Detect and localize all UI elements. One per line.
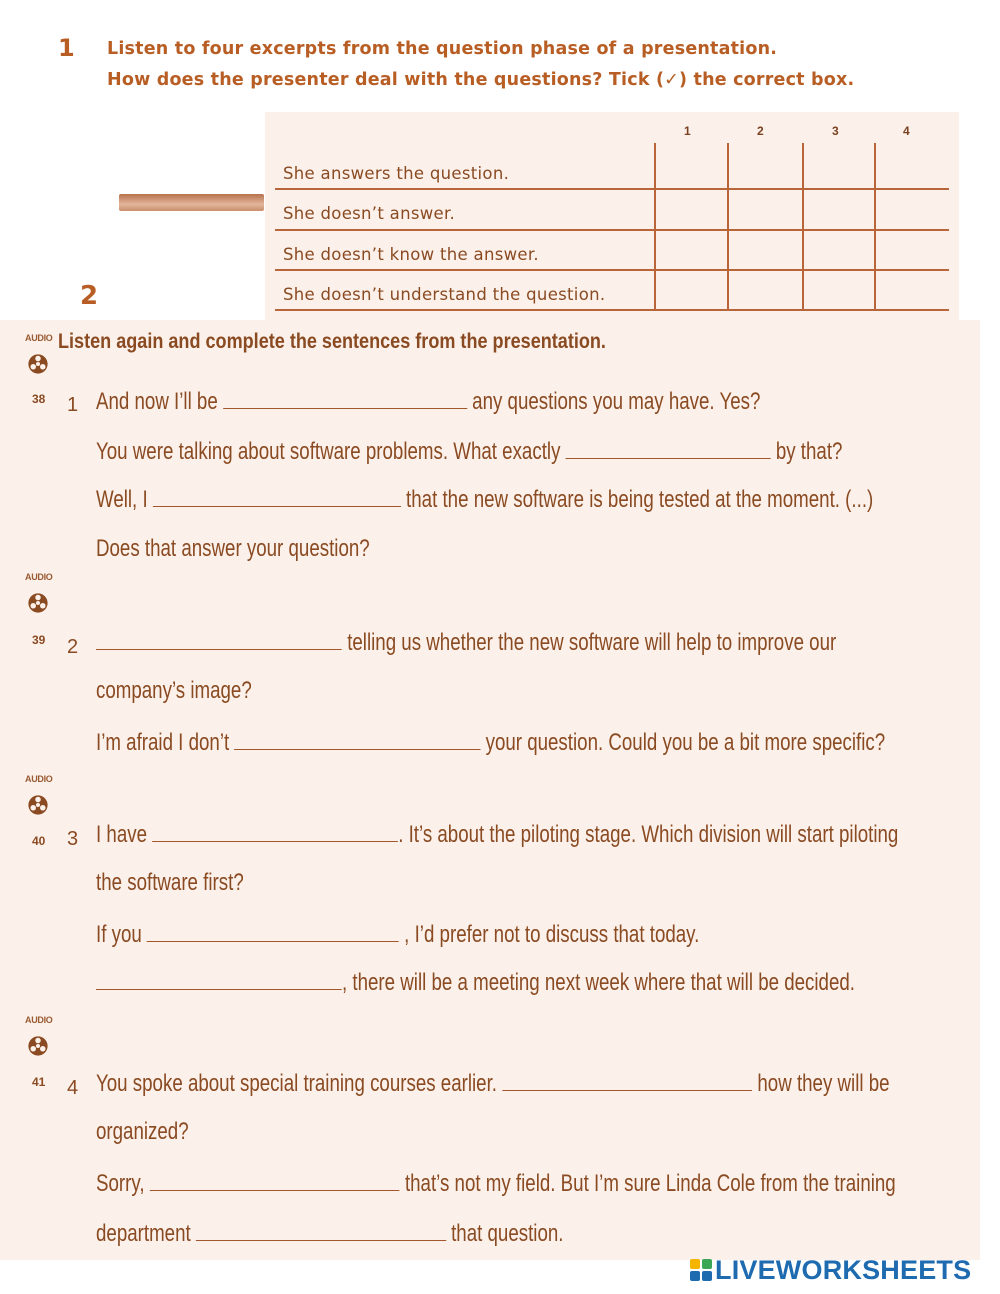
sentence-line [96, 869, 244, 897]
answer-blank-field[interactable] [96, 967, 342, 990]
sentence-text: by that? [770, 438, 843, 465]
exercise-2-heading: Listen again and complete the sentences from the presentation. [58, 330, 606, 353]
sentence-line [96, 386, 760, 416]
audio-track-number: 40 [32, 834, 46, 848]
logo-text: LIVEWORKSHEETS [715, 1254, 972, 1285]
sentence-line [96, 967, 855, 997]
liveworksheets-logo-icon [690, 1259, 712, 1281]
tick-box-row2-col4[interactable] [876, 191, 949, 228]
sentence-text: Sorry, [96, 1170, 150, 1197]
sentence-line [96, 436, 842, 466]
table-divider [275, 188, 949, 190]
sentence-text: your question. Could you be a bit more specific? [480, 729, 886, 756]
audio-label: AUDIO [25, 1015, 53, 1025]
audio-label: AUDIO [25, 572, 53, 582]
answer-blank-field[interactable] [196, 1218, 446, 1241]
exercise-2-number: 2 [80, 281, 99, 311]
sentence-text: You were talking about software problems. What exactly [96, 438, 566, 465]
sentence-line [96, 535, 370, 563]
tick-box-row1-col2[interactable] [729, 150, 801, 187]
tick-box-row4-col1[interactable] [656, 271, 726, 308]
sentence-line [96, 919, 699, 949]
answer-blank-field[interactable] [566, 436, 771, 459]
sentence-text: the software first? [96, 869, 244, 896]
sentence-line [96, 1168, 896, 1198]
sentence-line [96, 1218, 564, 1248]
sentence-text: I have [96, 821, 153, 848]
sentence-text: department [96, 1220, 196, 1247]
exercise-1-number: 1 [58, 34, 75, 62]
sentence-text: that the new software is being tested at the moment. (...) [400, 486, 874, 513]
tick-box-row3-col1[interactable] [656, 231, 726, 268]
tick-box-row2-col3[interactable] [804, 191, 873, 228]
sentence-text: I’m afraid I don’t [96, 729, 235, 756]
column-header-1: 1 [684, 124, 691, 138]
audio-track-number: 38 [32, 392, 46, 406]
answer-blank-field[interactable] [502, 1068, 752, 1091]
sentence-text: You spoke about special training courses earlier. [96, 1070, 503, 1097]
sentence-text: organized? [96, 1118, 189, 1145]
sentence-line [96, 1068, 890, 1098]
sentence-text: that question. [445, 1220, 564, 1247]
sentence-text: . It’s about the piloting stage. Which division will start piloting [398, 821, 899, 848]
audio-reel-icon[interactable] [27, 592, 49, 614]
tick-box-row1-col3[interactable] [804, 150, 873, 187]
sentence-text: Well, I [96, 486, 153, 513]
sentence-text: how they will be [752, 1070, 890, 1097]
audio-label: AUDIO [25, 774, 53, 784]
answer-blank-field[interactable] [153, 484, 401, 507]
sentence-line [96, 819, 898, 849]
item-number: 1 [67, 394, 79, 416]
answer-blank-field[interactable] [96, 627, 342, 650]
sentence-text: that’s not my field. But I’m sure Linda Cole from the training [399, 1170, 896, 1197]
decorative-bar [119, 194, 264, 211]
column-header-2: 2 [757, 124, 764, 138]
tick-box-row3-col2[interactable] [729, 231, 801, 268]
exercise-1-instruction-line-2: How does the presenter deal with the questions? Tick (✓) the correct box. [107, 70, 855, 90]
sentence-text: any questions you may have. Yes? [466, 388, 761, 415]
sentence-text: Does that answer your question? [96, 535, 370, 562]
tick-box-row1-col1[interactable] [656, 150, 726, 187]
tick-box-row3-col4[interactable] [876, 231, 949, 268]
audio-reel-icon[interactable] [27, 1035, 49, 1057]
tick-box-row2-col2[interactable] [729, 191, 801, 228]
row-label-answers: She answers the question. [283, 164, 510, 183]
answer-blank-field[interactable] [150, 1168, 400, 1191]
tick-box-row4-col2[interactable] [729, 271, 801, 308]
audio-track-number: 39 [32, 633, 46, 647]
sentence-line [96, 627, 836, 657]
row-label-doesnt-answer: She doesn’t answer. [283, 204, 456, 223]
answer-blank-field[interactable] [223, 386, 467, 409]
sentence-line [96, 1118, 189, 1146]
sentence-text: company’s image? [96, 677, 252, 704]
tick-box-row2-col1[interactable] [656, 191, 726, 228]
sentence-text: If you [96, 921, 147, 948]
row-label-doesnt-understand: She doesn’t understand the question. [283, 285, 606, 304]
exercise-1-instruction-line-1: Listen to four excerpts from the question phase of a presentation. [107, 39, 778, 59]
sentence-text: , there will be a meeting next week where that will be decided. [341, 969, 856, 996]
sentence-line [96, 677, 252, 705]
tick-box-row4-col3[interactable] [804, 271, 873, 308]
audio-track-number: 41 [32, 1075, 46, 1089]
sentence-line [96, 727, 885, 757]
item-number: 4 [67, 1077, 79, 1099]
sentence-text: , I’d prefer not to discuss that today. [398, 921, 700, 948]
answer-blank-field[interactable] [234, 727, 480, 750]
liveworksheets-logo [690, 1254, 971, 1286]
column-header-4: 4 [903, 124, 910, 138]
sentence-text: telling us whether the new software will help to improve our [341, 629, 837, 656]
tick-box-row1-col4[interactable] [876, 150, 949, 187]
column-header-3: 3 [832, 124, 839, 138]
item-number: 3 [67, 828, 79, 850]
row-label-doesnt-know: She doesn’t know the answer. [283, 245, 539, 264]
answer-blank-field[interactable] [147, 919, 399, 942]
audio-reel-icon[interactable] [27, 794, 49, 816]
tick-box-row4-col4[interactable] [876, 271, 949, 308]
answer-blank-field[interactable] [152, 819, 398, 842]
audio-label: AUDIO [25, 333, 53, 343]
item-number: 2 [67, 636, 79, 658]
audio-reel-icon[interactable] [27, 353, 49, 375]
tick-box-row3-col3[interactable] [804, 231, 873, 268]
sentence-text: And now I’ll be [96, 388, 223, 415]
sentence-line [96, 484, 873, 514]
table-divider [275, 309, 949, 311]
